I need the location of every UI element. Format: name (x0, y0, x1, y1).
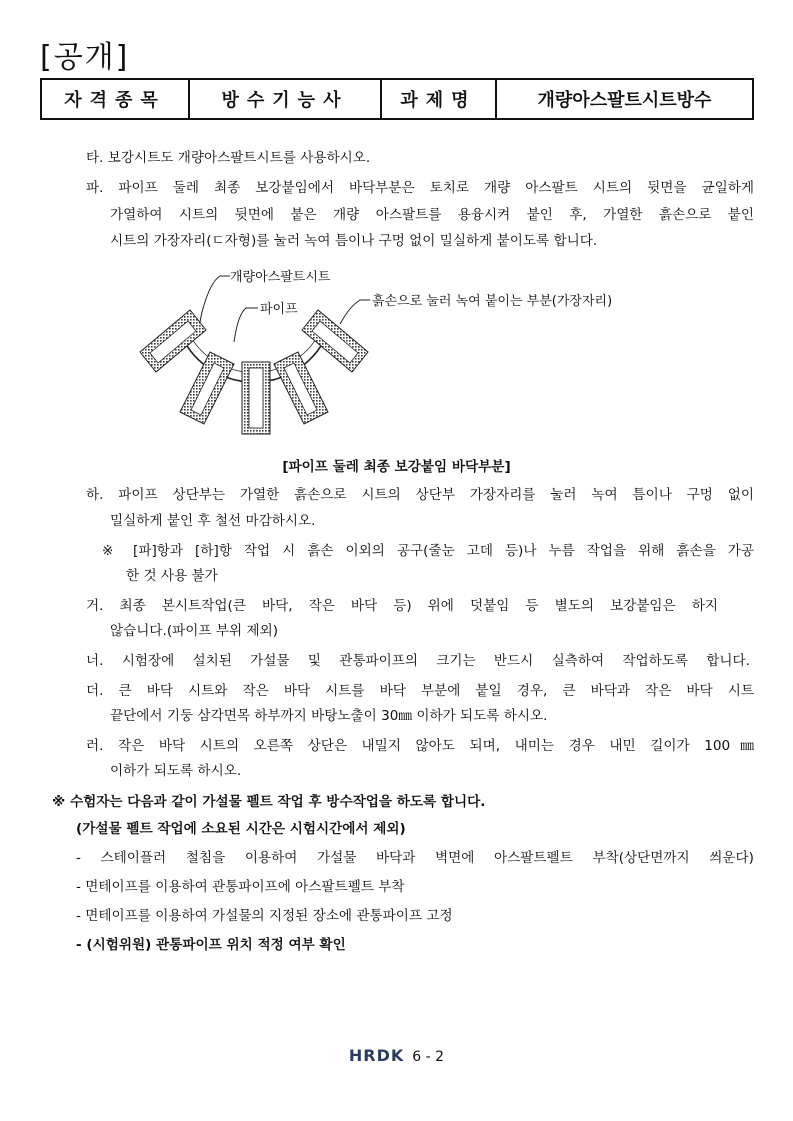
item-pa-line2: 가열하여 시트의 뒷면에 붙은 개량 아스팔트를 용융시켜 붙인 후, 가열한 흙손으로 붙인 (110, 207, 754, 223)
note-line2: 한 것 사용 불가 (126, 568, 218, 584)
label-pipe: 파이프 (260, 302, 298, 317)
notice-bullet-1: - 스테이플러 철침을 이용하여 가설물 바닥과 벽면에 아스팔트펠트 부착(상단면까지 씌운다) (76, 850, 754, 866)
notice-bullet-3: - 면테이프를 이용하여 가설물의 지정된 장소에 관통파이프 고정 (76, 908, 453, 924)
page-footer (0, 1046, 793, 1065)
item-ha-line1: 하. 파이프 상단부는 가열한 흙손으로 시트의 상단부 가장자리를 눌러 녹여 틈이나 구멍 없이 (86, 487, 754, 503)
item-geo-line1: 거. 최종 본시트작업(큰 바닥, 작은 바닥 등) 위에 덧붙임 등 별도의 보강붙임은 하지 (86, 598, 718, 614)
notice-subheading: (가설물 펠트 작업에 소요된 시간은 시험시간에서 제외) (76, 821, 406, 837)
info-table (40, 78, 754, 120)
pipe-diagram (130, 262, 690, 442)
item-ta: 타. 보강시트도 개량아스팔트시트를 사용하시오. (86, 150, 371, 166)
label-task: 과제명 (381, 79, 496, 119)
label-edge: 흙손으로 눌러 녹여 붙이는 부분(가장자리) (372, 294, 613, 309)
value-qualification: 방수기능사 (189, 79, 381, 119)
page-number: 6 - 2 (412, 1049, 445, 1065)
item-neo: 너. 시험장에 설치된 가설물 및 관통파이프의 크기는 반드시 실측하여 작업하도록 합니다. (86, 653, 750, 669)
item-deo-line2: 끝단에서 기둥 삼각면목 하부까지 바탕노출이 30㎜ 이하가 되도록 하시오. (110, 708, 548, 724)
label-sheet: 개량아스팔트시트 (230, 270, 331, 285)
item-reo-line1: 러. 작은 바닥 시트의 오른쪽 상단은 내밀지 않아도 되며, 내미는 경우 내민 길이가 100㎜ (86, 738, 754, 754)
item-deo-line1: 더. 큰 바닥 시트와 작은 바닥 시트를 바닥 부분에 붙일 경우, 큰 바닥과 작은 바닥 시트 (86, 683, 754, 699)
item-ha-line2: 밀실하게 붙인 후 철선 마감하시오. (110, 513, 316, 529)
notice-bullet-4: - (시험위원) 관통파이프 위치 적정 여부 확인 (76, 937, 346, 953)
notice-heading: ※ 수험자는 다음과 같이 가설물 펠트 작업 후 방수작업을 하도록 합니다. (52, 794, 486, 810)
item-reo-line2: 이하가 되도록 하시오. (110, 763, 242, 779)
note-line1: ※ [파]항과 [하]항 작업 시 흙손 이외의 공구(줄눈 고데 등)나 누름 작업을 위해 흙손을 가공 (102, 543, 754, 559)
strip-center (242, 362, 270, 434)
item-pa-line3: 시트의 가장자리(ㄷ자형)를 눌러 녹여 틈이나 구멍 없이 밀실하게 붙이도록 합니다. (110, 233, 598, 249)
hrdk-logo: HRDK (348, 1046, 405, 1065)
notice-bullet-2: - 면테이프를 이용하여 관통파이프에 아스팔트펠트 부착 (76, 879, 405, 895)
figure-caption: [파이프 둘레 최종 보강붙임 바닥부분] (282, 459, 511, 475)
item-pa-line1: 파. 파이프 둘레 최종 보강붙임에서 바닥부분은 토치로 개량 아스팔트 시트의 뒷면을 균일하게 (86, 180, 754, 196)
label-qualification: 자격종목 (41, 79, 189, 119)
item-geo-line2: 않습니다.(파이프 부위 제외) (110, 623, 279, 639)
page-title: [공개] (40, 40, 130, 75)
value-task: 개량아스팔트시트방수 (496, 79, 753, 119)
